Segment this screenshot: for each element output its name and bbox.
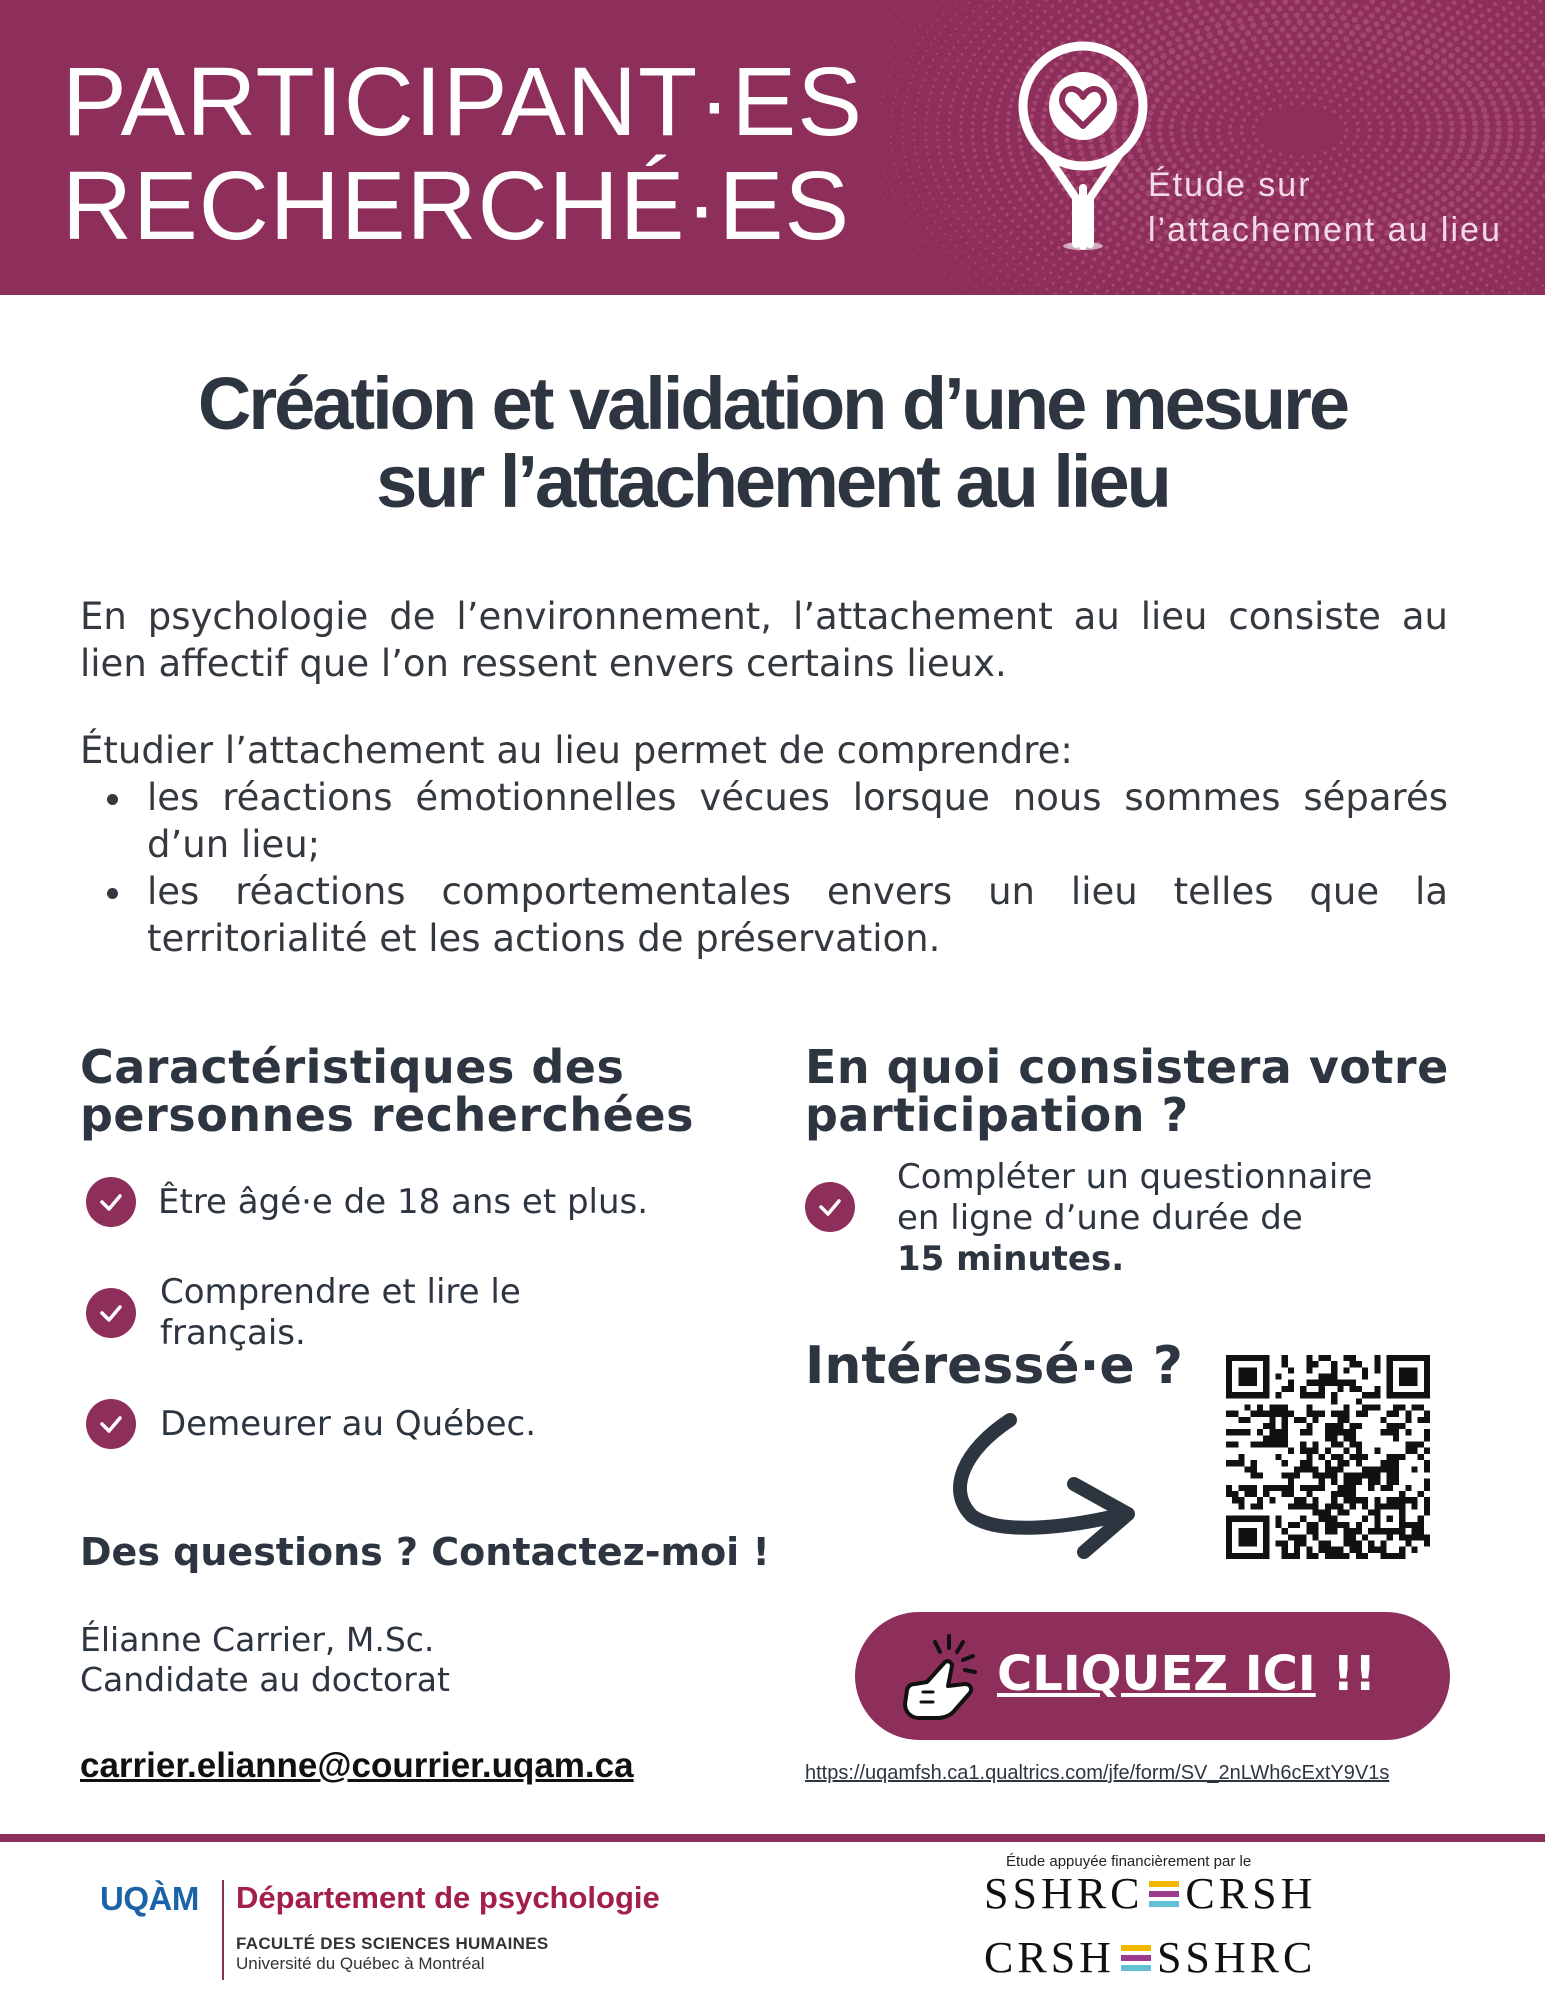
check-icon [86, 1177, 136, 1227]
criteria-heading [80, 1040, 780, 1142]
contact-name: Élianne Carrier, M.Sc. [80, 1620, 435, 1659]
participation-text [897, 1157, 1372, 1280]
funding-note: Étude appuyée financièrement par le [1006, 1853, 1252, 1870]
interested-heading: Intéressé·e ? [805, 1336, 1183, 1396]
check-icon [86, 1399, 136, 1449]
criterion-text: Être âgé·e de 18 ans et plus. [158, 1181, 649, 1222]
intro-bullet-list [80, 774, 1448, 962]
intro-paragraph: En psychologie de l’environnement, l’attachement au lieu consiste au lien affectif que l’on ressent envers certains lieux. [80, 595, 1448, 685]
participation-line-2: en ligne d’une durée de [897, 1198, 1303, 1238]
criteria-heading-line-2: personnes recherchées [80, 1088, 694, 1142]
check-icon [805, 1182, 855, 1232]
department-name: Département de psychologie [236, 1880, 660, 1915]
criteria-heading-line-1: Caractéristiques des [80, 1040, 625, 1094]
sshrc-crsh-logo [984, 1868, 1316, 1919]
study-tag-line-1: Étude sur [1148, 166, 1312, 204]
intro-lead: Étudier l’attachement au lieu permet de comprendre: [80, 729, 1073, 772]
criterion-item [86, 1177, 648, 1227]
header-banner [0, 0, 1545, 295]
participation-heading-line-2: participation ? [805, 1088, 1189, 1142]
contact-info [80, 1620, 450, 1700]
curved-arrow-icon [944, 1410, 1144, 1560]
study-title-line-2: sur l’attachement au lieu [376, 440, 1169, 523]
criterion-item [86, 1399, 536, 1449]
criterion-text-line-2: français. [160, 1313, 306, 1353]
click-here-suffix: !! [1315, 1646, 1377, 1702]
funder-name: CRSH [1185, 1869, 1317, 1918]
crsh-sshrc-logo [984, 1932, 1316, 1983]
study-title [0, 362, 1545, 523]
study-tagline [1148, 163, 1502, 253]
pointing-hand-icon [893, 1630, 989, 1722]
footer-divider [0, 1834, 1545, 1842]
page-title [62, 47, 863, 260]
participation-line-1: Compléter un questionnaire [897, 1157, 1373, 1197]
intro-bullet: les réactions émotionnelles vécues lorsque nous sommes séparés d’un lieu; [80, 774, 1448, 868]
contact-email-link[interactable]: carrier.elianne@courrier.uqam.ca [80, 1746, 634, 1785]
click-here-label [997, 1644, 1376, 1704]
participation-duration: 15 minutes. [897, 1239, 1125, 1279]
contact-role: Candidate au doctorat [80, 1660, 450, 1699]
qr-code[interactable] [1226, 1355, 1430, 1559]
click-here-button[interactable] [855, 1612, 1450, 1740]
map-pin-heart-icon [1008, 38, 1158, 253]
funder-bars-icon [1149, 1879, 1179, 1909]
intro-section [80, 593, 1448, 962]
funder-name: SSHRC [1156, 1933, 1317, 1982]
funder-name: SSHRC [984, 1869, 1144, 1918]
title-line-1: PARTICIPANT·ES [62, 47, 863, 156]
criterion-text-line-1: Comprendre et lire le [160, 1272, 521, 1312]
funder-name: CRSH [984, 1933, 1115, 1982]
check-icon [86, 1288, 136, 1338]
participation-heading-line-1: En quoi consistera votre [805, 1040, 1449, 1094]
contact-heading: Des questions ? Contactez-moi ! [80, 1530, 770, 1574]
funder-bars-icon [1121, 1943, 1151, 1973]
participation-item [805, 1157, 1372, 1280]
study-tag-line-2: l’attachement au lieu [1148, 211, 1502, 249]
criterion-text: Demeurer au Québec. [160, 1403, 537, 1444]
click-here-text: CLIQUEZ ICI [997, 1646, 1316, 1702]
faculty-name: FACULTÉ DES SCIENCES HUMAINES [236, 1934, 549, 1953]
logo-divider [222, 1880, 224, 1980]
title-line-2: RECHERCHÉ·ES [62, 151, 851, 260]
university-name: Université du Québec à Montréal [236, 1954, 485, 1973]
criterion-item [86, 1272, 521, 1354]
uqam-logo: UQÀM [100, 1880, 199, 1917]
survey-url-link[interactable]: https://uqamfsh.ca1.qualtrics.com/jfe/form/SV_2nLWh6cExtY9V1s [805, 1762, 1390, 1784]
intro-bullet: les réactions comportementales envers un lieu telles que la territorialité et les actions de préservation. [80, 868, 1448, 962]
criterion-text [160, 1272, 521, 1354]
participation-heading [805, 1040, 1525, 1142]
study-title-line-1: Création et validation d’une mesure [197, 362, 1348, 445]
